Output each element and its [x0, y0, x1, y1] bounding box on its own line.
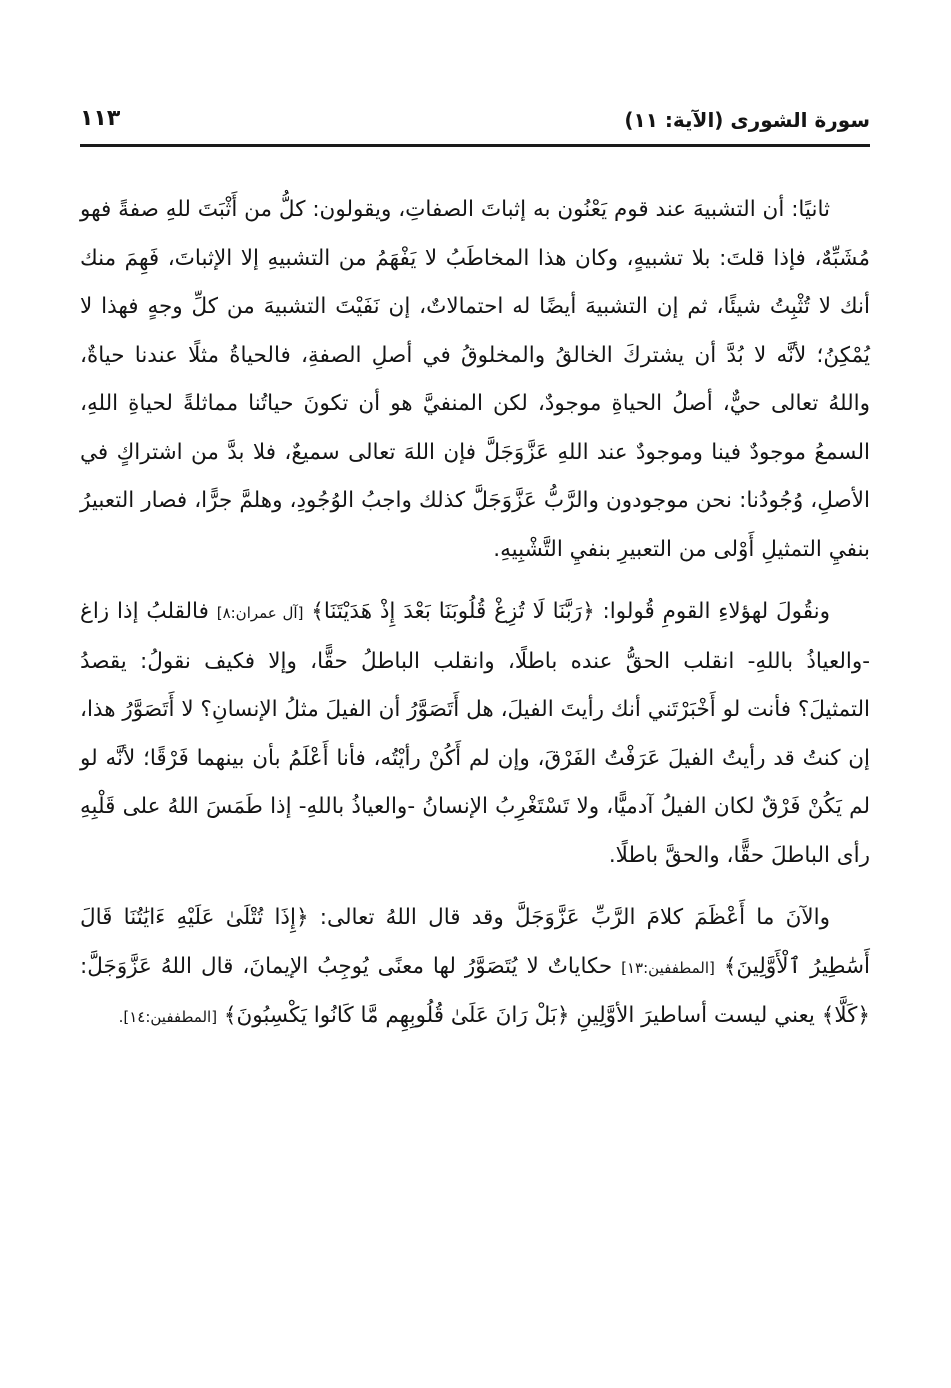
paragraph-3: [80, 894, 870, 1042]
running-head: [80, 102, 870, 142]
paragraph-3-text-a: والآنَ ما أَعْظَمَ كلامَ الرَّبِّ عَزَّوَجَلَّ وقد قال اللهُ تعالى: ﴿إِذَا تُتْلَىٰ عَلَيْهِ ءَايَٰتُنَا قَالَ أَسَٰطِيرُ ٱلْأَوَّلِينَ﴾: [80, 905, 870, 979]
header-rule: [80, 144, 870, 147]
paragraph-2-text-b: فالقلبُ إذا زاغ -والعياذُ باللهِ- انقلب الحقُّ عنده باطلًا، وانقلب الباطلُ حقًّا، وإلا فكيف نقولُ: يقصدُ التمثيلَ؟ فأنت لو أَخْبَرْتَني أنك رأيتَ الفيلَ، هل أَتَصَوَّرُ أن الفيلَ مثلُ الإنسانِ؟ لا أَتَصَوَّرُ هذا، إن كنتُ قد رأيتُ الفيلَ عَرَفْتُ الفَرْقَ، وإن لم أَكُنْ رأيْتُه، فأنا أَعْلَمُ بأن بينهما فَرْقًا؛ لأنَّه لو لم يَكُنْ فَرْقٌ لكان الفيلُ آدميًّا، ولا تَسْتَغْرِبُ الإنسانُ -والعياذُ باللهِ- إذا طَمَسَ اللهُ على قَلْبِهِ رأى الباطلَ حقًّا، والحقَّ باطلًا.: [80, 599, 870, 868]
paragraph-1: [80, 186, 870, 574]
paragraph-1-text: ثانيًا: أن التشبيهَ عند قوم يَعْنُون به إثباتَ الصفاتِ، ويقولون: كلُّ من أَثْبَتَ للهِ صفةً فهو مُشَبِّهٌ، فإذا قلتَ: بلا تشبيهٍ، وكان هذا المخاطَبُ لا يَفْهَمُ من التشبيهِ إلا الإثباتَ، فَهِمَ منك أنك لا تُثْبِتُ شيئًا، ثم إن التشبيهَ أيضًا له احتمالاتٌ، إن نَفَيْتَ التشبيهَ من كلِّ وجهٍ فهذا لا يُمْكِنُ؛ لأنَّه لا بُدَّ أن يشتركَ الخالقُ والمخلوقُ في أصلِ الصفةِ، فالحياةُ مثلًا عندنا حياةٌ، واللهُ تعالى حيٌّ، أصلُ الحياةِ موجودٌ، لكن المنفيَّ هو أن تكونَ حياتُنا مماثلةً لحياةِ اللهِ، السمعُ موجودٌ فينا وموجودٌ عند اللهِ عَزَّوَجَلَّ فإن اللهَ تعالى سميعٌ، فلا بدَّ من اشتراكٍ في الأصلِ، وُجُودُنا: نحن موجودون والرَّبُّ عَزَّوَجَلَّ كذلك واجبُ الوُجُودِ، وهلمَّ جرًّا، فصار التعبيرُ بنفيِ التمثيلِ أَوْلى من التعبيرِ بنفيِ التَّشْبِيهِ.: [80, 197, 870, 562]
paragraph-2-citation: [آل عمران:٨]: [216, 604, 304, 622]
paragraph-3-citation-b: [المطففين:١٤].: [118, 1008, 218, 1026]
paragraph-3-citation: [المطففين:١٣]: [621, 958, 715, 977]
running-head-title: سورة الشورى (الآية: ١١): [624, 108, 870, 132]
page-number: ١١٣: [80, 106, 121, 131]
paragraph-3-text-b: حكاياتٌ لا يُتَصَوَّرُ لها معنًى يُوجِبُ الإيمانَ، قال اللهُ عَزَّوَجَلَّ: ﴿كَلَّا﴾ يعني ليست أساطيرَ الأوَّلِينِ ﴿بَلْ رَانَ عَلَىٰ قُلُوبِهِم مَّا كَانُوا يَكْسِبُونَ﴾: [80, 953, 870, 1028]
body-text: [80, 186, 870, 1042]
paragraph-2-text-a: ونقُولَ لهؤلاءِ القومِ قُولوا: ﴿رَبَّنَا لَا تُزِغْ قُلُوبَنَا بَعْدَ إِذْ هَدَيْتَنَا﴾: [311, 599, 831, 624]
paragraph-2: [80, 588, 870, 880]
